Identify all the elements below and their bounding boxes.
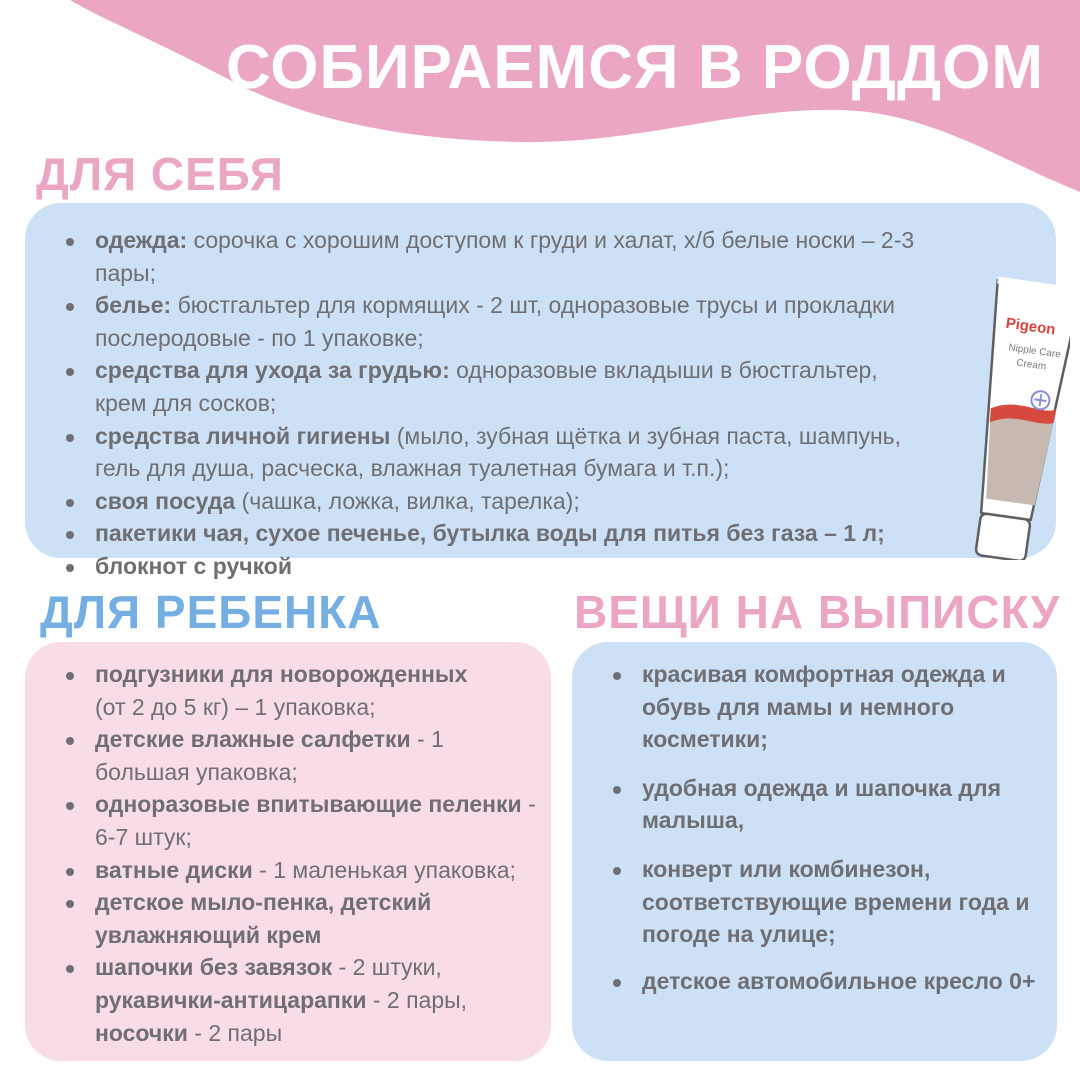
- list-item: [63, 485, 916, 518]
- section-heading-child: ДЛЯ РЕБЕНКА: [40, 586, 382, 638]
- list-item: [63, 420, 916, 485]
- list-item: конверт или комбинезон, соответствующие времени года и погоде на улице;: [610, 853, 1047, 951]
- discharge-list: [610, 658, 1047, 997]
- item-bold: одноразовые впитывающие пеленки: [95, 791, 522, 818]
- item-bold: носочки: [95, 1019, 188, 1046]
- item-bold: пакетики чая, сухое печенье, бутылка воды для питья без газа – 1 л;: [95, 520, 885, 547]
- item-text: (от 2 до 5 кг) – 1 упаковка;: [95, 693, 376, 720]
- list-item: [63, 886, 541, 951]
- self-list: [63, 224, 916, 583]
- item-text: - 2 пары: [187, 1019, 283, 1046]
- list-item: [63, 354, 916, 419]
- list-item: красивая комфортная одежда и обувь для мамы и немного косметики;: [610, 658, 1047, 756]
- item-bold: блокнот с ручкой: [95, 552, 292, 579]
- item-bold: ватные диски: [95, 856, 253, 883]
- item-bold: детское мыло-пенка, детский увлажняющий крем: [95, 889, 432, 948]
- item-text: - 2 штуки,: [332, 954, 442, 981]
- list-item: [63, 723, 541, 788]
- item-bold: белье:: [95, 292, 172, 319]
- section-heading-self: ДЛЯ СЕБЯ: [36, 148, 284, 200]
- list-item: удобная одежда и шапочка для малыша,: [610, 772, 1047, 837]
- item-bold: средства для ухода за грудью:: [95, 357, 450, 384]
- item-bold: одежда:: [95, 227, 188, 253]
- item-text: одноразовые вкладыши в бюстгальтер, крем для сосков;: [95, 357, 878, 416]
- item-text: (мыло, зубная щётка и зубная паста, шампунь, гель для душа, расческа, влажная туалетная бумага и т.п.);: [95, 422, 902, 482]
- item-bold: средства личной гигиены: [95, 422, 391, 449]
- item-bold: своя посуда: [95, 487, 236, 514]
- panel-discharge: [572, 642, 1057, 1061]
- tube-brand-text: Pigeon: [1004, 314, 1057, 339]
- item-text: - 2 пары,: [366, 986, 468, 1013]
- nipple-cream-tube-image: [935, 270, 1070, 560]
- item-bold: подгузники для новорожденных: [95, 661, 468, 687]
- item-bold: шапочки без завязок: [95, 954, 333, 981]
- list-item: [63, 658, 541, 723]
- list-item: [63, 951, 541, 1049]
- list-item: [63, 854, 541, 887]
- page-title: СОБИРАЕМСЯ В РОДДОМ: [226, 33, 1044, 102]
- list-item: [63, 224, 916, 289]
- item-text: - 1 маленькая упаковка;: [252, 856, 516, 883]
- item-bold: рукавички-антицарапки: [95, 986, 367, 1013]
- list-item: [63, 289, 916, 354]
- list-item: [63, 517, 946, 550]
- item-text: - 1 большая упаковка;: [95, 726, 444, 785]
- list-item: [63, 550, 916, 583]
- item-text: сорочка с хорошим доступом к груди и халат, х/б белые носки – 2-3 пары;: [95, 227, 915, 286]
- item-text: бюстгальтер для кормящих - 2 шт, одноразовые трусы и прокладки послеродовые - по 1 упаковке;: [95, 292, 895, 351]
- child-list: [63, 658, 541, 1049]
- section-heading-discharge: ВЕЩИ НА ВЫПИСКУ: [574, 586, 1061, 638]
- panel-for-child: [25, 642, 551, 1061]
- item-text: (чашка, ложка, вилка, тарелка);: [235, 487, 580, 514]
- list-item: детское автомобильное кресло 0+: [610, 965, 1047, 998]
- item-bold: детские влажные салфетки: [95, 726, 411, 753]
- list-item: [63, 788, 541, 853]
- panel-for-self: [25, 203, 1056, 579]
- item-text: - 6-7 штук;: [95, 791, 536, 850]
- tube-name-line2: Cream: [1015, 357, 1047, 373]
- tube-name-line1: Nipple Care: [1007, 342, 1062, 361]
